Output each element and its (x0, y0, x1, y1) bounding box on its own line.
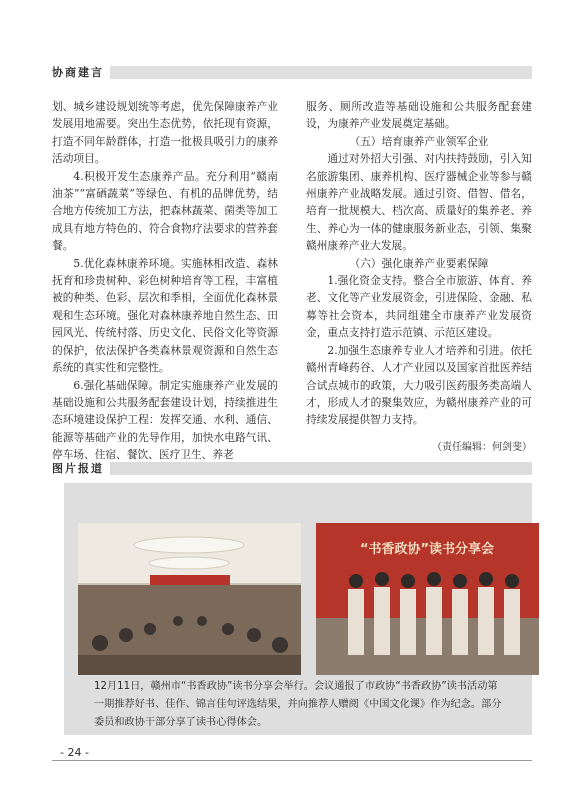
group-photo (316, 523, 539, 675)
paragraph (306, 342, 532, 429)
section-label: 协商建言 (52, 66, 110, 79)
group-photo-illustration (316, 523, 539, 675)
paragraph: 服务、厕所改造等基础设施和公共服务配套建设，为康养产业发展奠定基础。 (306, 100, 532, 131)
paragraph-lead: 2.加强生态康养专业人才培养和引进。 (327, 343, 511, 357)
paragraph-lead: 4.积极开发生态康养产品。 (73, 169, 206, 183)
paragraph: 通过对外招大引强、对内扶持鼓励，引入知名旅游集团、康养机构、医疗器械企业等参与赣州康养产业战略发展。通过引资、借智、借名，培育一批规模大、档次高、质量好的集养老、养生、养心为一体的健康服务新业态，引领、集聚赣州康养产业大发展。 (306, 152, 532, 253)
paragraph (52, 377, 278, 464)
subheading: （六）强化康养产业要素保障 (349, 256, 489, 270)
paragraph (306, 272, 532, 342)
photo-report-box (64, 483, 532, 735)
meeting-hall-photo (78, 523, 301, 675)
section-header (52, 66, 532, 79)
paragraph-body: 整合全市旅游、体育、养老、文化等产业发展资金，引进保险、金融、私募等社会资本，共同组建全市康养产业发展资金，重点支持打造示范镇、示范区建设。 (306, 274, 532, 340)
paragraph-body: 充分利用“赣南油茶”“富硒蔬菜”等绿色、有机的品牌优势，结合地方传统加工方法，把森林蔬菜、菌类等加工成具有地方特色的、符合食物疗法要求的营养套餐。 (52, 169, 278, 253)
meeting-hall-illustration (78, 523, 301, 675)
paragraph-lead: 5.优化森林康养环境。 (73, 256, 181, 270)
paragraph (52, 168, 278, 255)
right-column (306, 98, 532, 456)
banner-text: “书香政协”读书分享会 (359, 542, 495, 557)
paragraph-lead: 6.强化基础保障。 (73, 378, 160, 392)
page-number: - 24 - (60, 746, 89, 759)
paragraph-body: 制定实施康养产业发展的基础设施和公共服务配套建设计划，持续推进生态环境建设保护工程：发挥交通、水利、通信、能源等基础产业的先导作用，加快水电路气讯、停车场、住宿、餐饮、医疗卫生、养老 (52, 378, 278, 462)
paragraph-body: 依托赣州青峰药谷、人才产业园以及国家首批医养结合试点城市的政策，大力吸引医药服务类高端人才，形成人才的聚集效应，为赣州康养产业的可持续发展提供智力支持。 (306, 343, 532, 427)
subheading: （五）培育康养产业领军企业 (349, 134, 489, 148)
left-column (52, 98, 278, 464)
photo-caption: 12月11日，赣州市“书香政协”读书分享会举行。会议通报了市政协“书香政协”读书活动第一期推荐好书、佳作、锦言佳句评选结果，并向推荐人赠阅《中国文化课》作为纪念。部分委员和政协干部分享了读书心得体会。 (94, 681, 502, 728)
header-rule (110, 66, 532, 79)
paragraph-lead: 1.强化资金支持。 (327, 274, 414, 288)
photo-section-header (52, 462, 532, 475)
paragraph: 划、城乡建设规划统等考虑，优先保障康养产业发展用地需要。突出生态优势，依托现有资源，打造不同年龄群体，打造一批极具吸引力的康养活动项目。 (52, 100, 278, 166)
photo-section-label: 图片报道 (52, 462, 110, 475)
page-rule (52, 760, 532, 761)
editor-credit: （责任编辑：何剑斐） (432, 441, 532, 453)
paragraph-body: 实施林相改造、森林抚育和珍贵树种、彩色树种培育等工程，丰富植被的种类、色彩、层次和季相，全面优化森林景观和生态环境。强化对森林康养地自然生态、田园风光、传统村落、历史文化、民俗文化等资源的保护，依法保护各类森林景观资源和自然生态系统的真实性和完整性。 (52, 256, 278, 375)
paragraph (52, 255, 278, 377)
